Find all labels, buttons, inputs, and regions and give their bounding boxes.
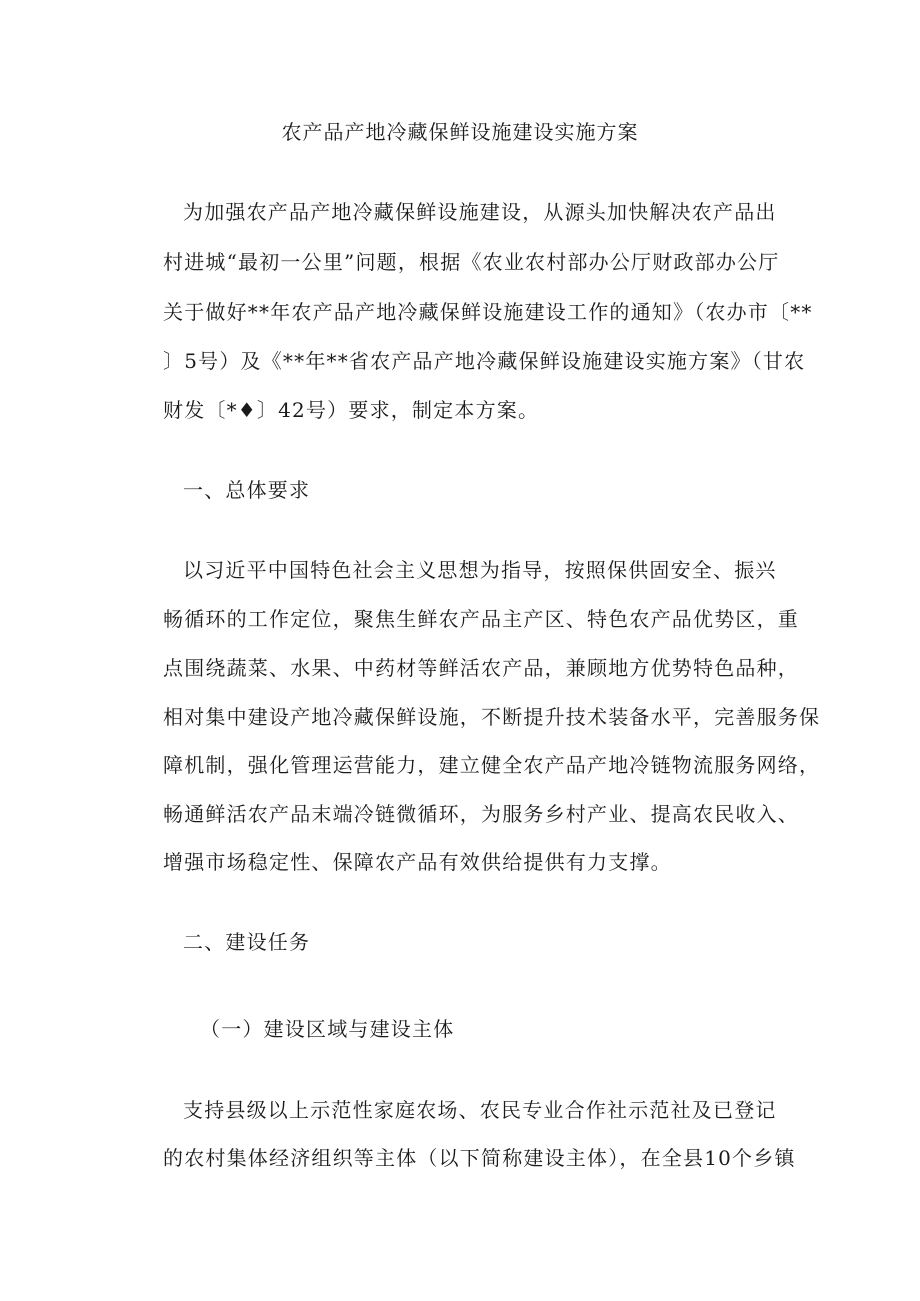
intro-line-4: 〕5号）及《**年**省农产品产地冷藏保鲜设施建设实施方案》（甘农 bbox=[163, 349, 806, 373]
section1-line-2: 畅循环的工作定位，聚焦生鲜农产品主产区、特色农产品优势区，重 bbox=[163, 607, 799, 631]
document-title: 农产品产地冷藏保鲜设施建设实施方案 bbox=[281, 120, 639, 144]
intro-line-5: 财发〔*♦〕42号）要求，制定本方案。 bbox=[163, 398, 540, 422]
section-heading-general-requirements: 一、总体要求 bbox=[183, 478, 311, 502]
intro-line-2: 村进城“最初一公里”问题，根据《农业农村部办公厅财政部办公厅 bbox=[163, 250, 780, 274]
intro-line-3: 关于做好**年农产品产地冷藏保鲜设施建设工作的通知》（农办市〔** bbox=[163, 300, 813, 324]
intro-line-1: 为加强农产品产地冷藏保鲜设施建设，从源头加快解决农产品出 bbox=[183, 200, 777, 224]
section1-line-5: 障机制，强化管理运营能力，建立健全农产品产地冷链物流服务网络， bbox=[163, 753, 821, 777]
section1-line-7: 增强市场稳定性、保障农产品有效供给提供有力支撑。 bbox=[163, 850, 672, 874]
section1-line-6: 畅通鲜活农产品末端冷链微循环，为服务乡村产业、提高农民收入、 bbox=[163, 802, 799, 826]
section1-line-1: 以习近平中国特色社会主义思想为指导，按照保供固安全、振兴 bbox=[183, 558, 777, 582]
section1-line-3: 点围绕蔬菜、水果、中药材等鲜活农产品，兼顾地方优势特色品种， bbox=[163, 656, 799, 680]
section1-line-4: 相对集中建设产地冷藏保鲜设施，不断提升技术装备水平，完善服务保 bbox=[163, 705, 821, 729]
section-heading-construction-tasks: 二、建设任务 bbox=[183, 930, 311, 954]
subsection-heading-area-and-entities: （一）建设区域与建设主体 bbox=[200, 1017, 455, 1041]
subsection1-line-2: 的农村集体经济组织等主体（以下简称建设主体），在全县10个乡镇 bbox=[163, 1146, 796, 1170]
subsection1-line-1: 支持县级以上示范性家庭农场、农民专业合作社示范社及已登记 bbox=[183, 1098, 777, 1122]
